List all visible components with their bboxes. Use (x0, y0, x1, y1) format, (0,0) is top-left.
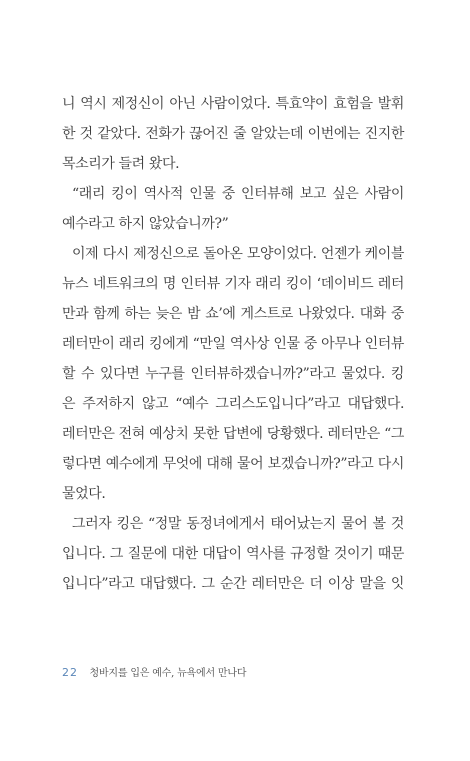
page-footer (62, 666, 246, 681)
text-line: 니 역시 제정신이 아닌 사람이었다. 특효약이 효험을 발휘 (62, 96, 404, 112)
text-line: 레터만이 래리 킹에게 “만일 역사상 인물 중 아무나 인터뷰 (62, 336, 404, 352)
text-line: 입니다”라고 대답했다. 그 순간 레터만은 더 이상 말을 잇 (62, 576, 404, 592)
text-line: 뉴스 네트워크의 명 인터뷰 기자 래리 킹이 ‘데이비드 레터 (62, 276, 404, 292)
text-line: 이제 다시 제정신으로 돌아온 모양이었다. 언젠가 케이블 (72, 246, 404, 262)
page-number: 22 (62, 666, 78, 679)
text-line: 입니다. 그 질문에 대한 대답이 역사를 규정할 것이기 때문 (62, 546, 404, 562)
text-line: 만과 함께 하는 늦은 밤 쇼’에 게스트로 나왔었다. 대화 중 (62, 306, 404, 322)
text-line: “래리 킹이 역사적 인물 중 인터뷰해 보고 싶은 사람이 (72, 186, 404, 202)
text-line: 목소리가 들려 왔다. (62, 156, 180, 172)
text-line: 렇다면 예수에게 무엇에 대해 물어 보겠습니까?”라고 다시 (62, 456, 404, 472)
text-line: 그러자 킹은 “정말 동정녀에게서 태어났는지 물어 볼 것 (72, 516, 404, 532)
text-line: 은 주저하지 않고 “예수 그리스도입니다”라고 대답했다. (62, 396, 404, 412)
running-title: 청바지를 입은 예수, 뉴욕에서 만나다 (89, 668, 247, 679)
text-line: 예수라고 하지 않았습니까?” (62, 216, 229, 232)
text-line: 물었다. (62, 486, 106, 502)
text-line: 할 수 있다면 누구를 인터뷰하겠습니까?”라고 물었다. 킹 (62, 366, 404, 382)
text-line: 한 것 같았다. 전화가 끊어진 줄 알았는데 이번에는 진지한 (62, 126, 404, 142)
text-line: 레터만은 전혀 예상치 못한 답변에 당황했다. 레터만은 “그 (62, 426, 404, 442)
